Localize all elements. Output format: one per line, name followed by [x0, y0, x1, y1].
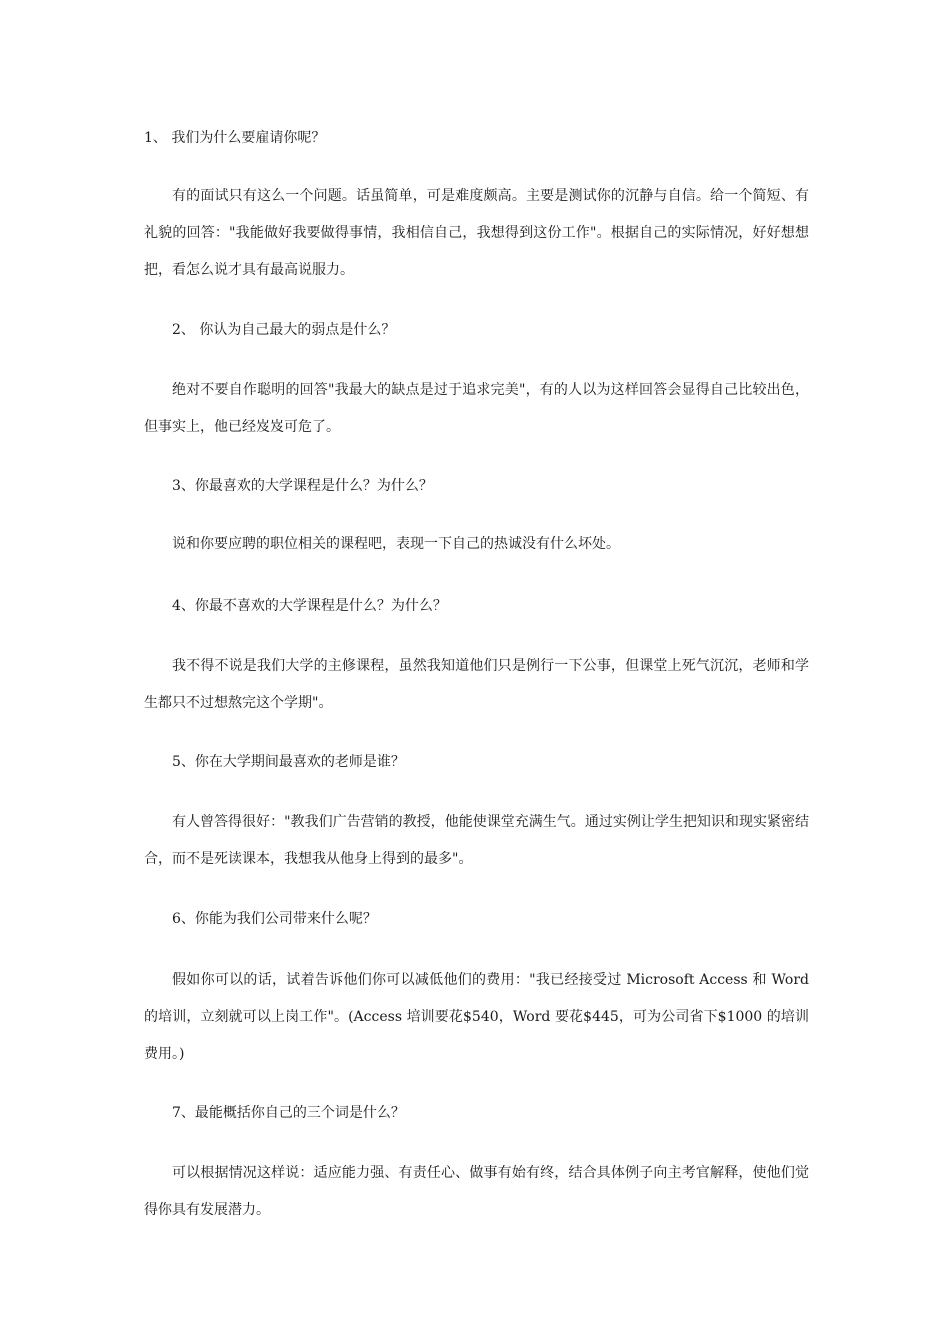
answer-paragraph: 我不得不说是我们大学的主修课程，虽然我知道他们只是例行一下公事，但课堂上死气沉沉，老师和学生都只不过想熬完这个学期"。 [144, 658, 809, 711]
question-heading: 4、你最不喜欢的大学课程是什么？为什么？ [172, 598, 447, 614]
question-heading: 3、你最喜欢的大学课程是什么？为什么？ [172, 478, 433, 494]
answer-paragraph: 说和你要应聘的职位相关的课程吧，表现一下自己的热诚没有什么坏处。 [172, 536, 620, 552]
answer-paragraph: 绝对不要自作聪明的回答"我最大的缺点是过于追求完美"，有的人以为这样回答会显得自己比较出色，但事实上，他已经岌岌可危了。 [144, 382, 809, 435]
question-heading: 6、你能为我们公司带来什么呢？ [172, 911, 377, 927]
answer-paragraph: 可以根据情况这样说：适应能力强、有责任心、做事有始有终，结合具体例子向主考官解释，使他们觉得你具有发展潜力。 [144, 1165, 809, 1218]
answer-paragraph: 有的面试只有这么一个问题。话虽简单，可是难度颇高。主要是测试你的沉静与自信。给一个简短、有礼貌的回答："我能做好我要做得事情，我相信自己，我想得到这份工作"。根据自己的实际情况，好好想想把，看怎么说才具有最高说服力。 [144, 188, 809, 278]
question-heading: 7、最能概括你自己的三个词是什么？ [172, 1105, 405, 1121]
question-heading: 1、 我们为什么要雇请你呢？ [144, 130, 326, 146]
answer-paragraph: 有人曾答得很好："教我们广告营销的教授，他能使课堂充满生气。通过实例让学生把知识和现实紧密结合，而不是死读课本，我想我从他身上得到的最多"。 [144, 814, 809, 867]
question-heading: 5、你在大学期间最喜欢的老师是谁？ [172, 754, 405, 770]
question-heading: 2、 你认为自己最大的弱点是什么？ [172, 322, 396, 338]
answer-paragraph: 假如你可以的话，试着告诉他们你可以减低他们的费用："我已经接受过 Microsoft Access 和 Word 的培训，立刻就可以上岗工作"。(Access 培训要花$540，Word 要花$445，可为公司省下$1000 的培训费用。) [144, 972, 809, 1062]
